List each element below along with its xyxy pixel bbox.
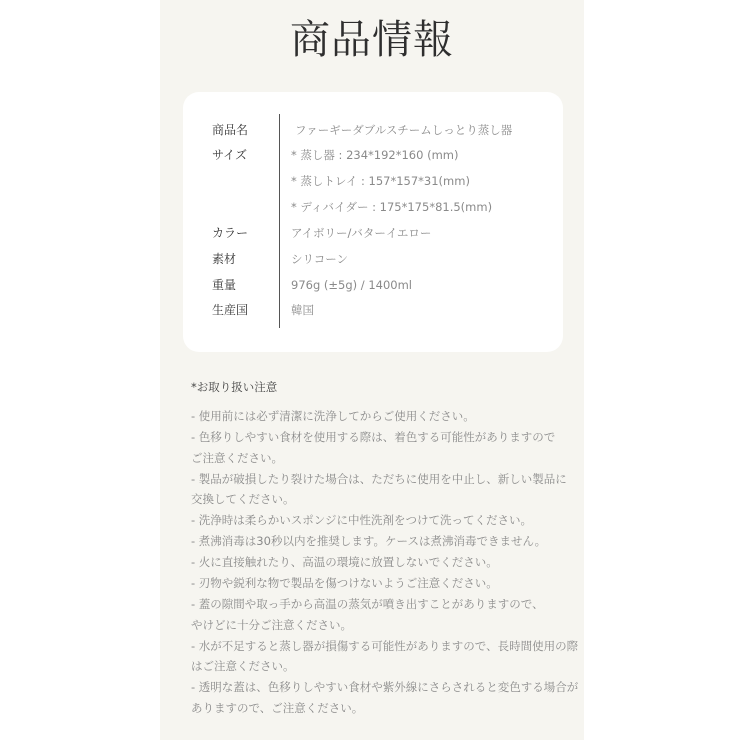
spec-value-weight: 976g (±5g) / 1400ml: [291, 278, 412, 292]
spec-label-weight: 重量: [212, 278, 237, 292]
note-line: ご注意ください。: [191, 451, 283, 465]
note-line: - 刃物や鋭利な物で製品を傷つけないようご注意ください。: [191, 576, 498, 590]
note-line: - 水が不足すると蒸し器が損傷する可能性がありますので、長時間使用の際: [191, 639, 579, 653]
product-info-page: [160, 0, 584, 740]
spec-label-size: サイズ: [212, 148, 248, 162]
note-line: - 火に直接触れたり、高温の環境に放置しないでください。: [191, 555, 498, 569]
spec-label-origin: 生産国: [212, 303, 249, 317]
spec-value-size-divider: * ディバイダー : 175*175*81.5(mm): [291, 200, 493, 214]
note-line: はご注意ください。: [191, 659, 295, 673]
note-line: - 煮沸消毒は30秒以内を推奨します。ケースは煮沸消毒できません。: [191, 534, 547, 548]
spec-divider: [279, 114, 280, 328]
note-line: ありますので、ご注意ください。: [191, 701, 364, 715]
note-line: - 色移りしやすい食材を使用する際は、着色する可能性がありますので: [191, 430, 556, 444]
spec-value-color: アイボリー/バターイエロー: [291, 226, 432, 240]
spec-label-color: カラー: [212, 226, 249, 240]
note-line: - 洗浄時は柔らかいスポンジに中性洗剤をつけて洗ってください。: [191, 513, 533, 527]
spec-value-material: シリコーン: [291, 252, 349, 266]
notes-heading: *お取り扱い注意: [191, 380, 278, 394]
page-title: 商品情報: [290, 17, 454, 63]
note-line: - 透明な蓋は、色移りしやすい食材や紫外線にさらされると変色する場合が: [191, 680, 579, 694]
note-line: - 使用前には必ず清潔に洗浄してからご使用ください。: [191, 409, 475, 423]
spec-label-name: 商品名: [212, 123, 249, 137]
note-line: - 製品が破損したり裂けた場合は、ただちに使用を中止し、新しい製品に: [191, 472, 567, 486]
note-line: - 蓋の隙間や取っ手から高温の蒸気が噴き出すことがありますので、: [191, 597, 544, 611]
spec-value-size-steamer: * 蒸し器 : 234*192*160 (mm): [291, 148, 459, 162]
spec-value-origin: 韓国: [291, 303, 314, 317]
note-line: やけどに十分ご注意ください。: [191, 618, 352, 632]
spec-value-size-tray: * 蒸しトレイ : 157*157*31(mm): [291, 174, 470, 188]
note-line: 交換してください。: [191, 492, 295, 506]
spec-value-name: ファーギーダブルスチームしっとり蒸し器: [295, 123, 513, 137]
spec-label-material: 素材: [212, 252, 237, 266]
